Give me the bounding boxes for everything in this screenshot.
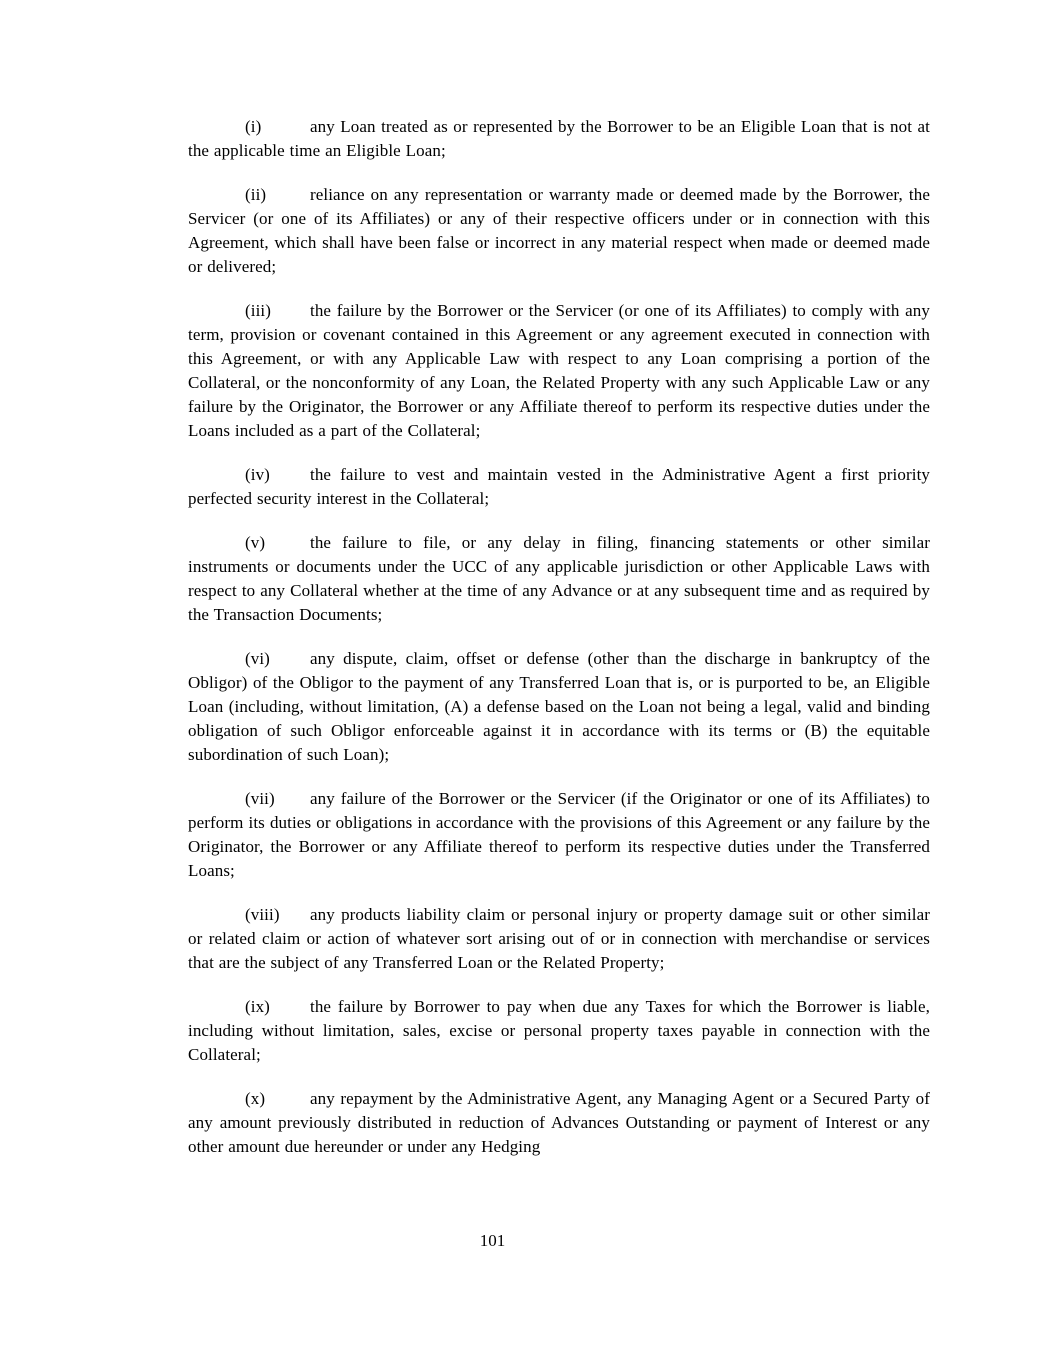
clause-text: the failure by the Borrower or the Servicer (or one of its Affiliates) to comply with any term, provision or covenant contained in this Agreement or any agreement executed in connection with this Agreement, or with any Applicable Law with respect to any Loan comprising a portion of the Collateral, or the nonconformity of any Loan, the Related Property with any such Applicable Law or any failure by the Originator, the Borrower or any Affiliate thereof to perform its respective duties under the Loans included as a part of the Collateral; (188, 301, 930, 440)
clause-text: any dispute, claim, offset or defense (other than the discharge in bankruptcy of the Obligor) of the Obligor to the payment of any Transferred Loan that is, or is purported to be, an Eligible Loan (including, without limitation, (A) a defense based on the Loan not being a legal, valid and binding obligation of such Obligor enforceable against it in accordance with its terms or (B) the equitable subordination of such Loan); (188, 649, 930, 764)
clause-paragraph (188, 531, 930, 627)
page-number: 101 (479, 1231, 506, 1250)
clause-number: (viii) (245, 905, 280, 924)
clause-number: (vi) (245, 649, 270, 668)
clause-text: the failure by Borrower to pay when due any Taxes for which the Borrower is liable, including without limitation, sales, excise or personal property taxes payable in connection with the Collateral; (188, 997, 930, 1064)
clause-number: (i) (245, 117, 262, 136)
document-body (188, 115, 930, 1179)
clause-text: any failure of the Borrower or the Servicer (if the Originator or one of its Affiliates) to perform its duties or obligations in accordance with the provisions of this Agreement or any failure by the Originator, the Borrower or any Affiliate thereof to perform its respective duties under the Transferred Loans; (188, 789, 930, 880)
clause-paragraph (188, 1087, 930, 1159)
clause-number: (iv) (245, 465, 270, 484)
clause-number: (iii) (245, 301, 271, 320)
clause-text: the failure to vest and maintain vested in the Administrative Agent a first priority perfected security interest in the Collateral; (188, 465, 930, 508)
clause-paragraph (188, 299, 930, 443)
clause-text: any repayment by the Administrative Agent, any Managing Agent or a Secured Party of any amount previously distributed in reduction of Advances Outstanding or payment of Interest or any other amount due hereunder or under any Hedging (188, 1089, 930, 1156)
clause-number: (ii) (245, 185, 267, 204)
clause-number: (ix) (245, 997, 270, 1016)
clause-paragraph (188, 647, 930, 767)
clause-paragraph (188, 995, 930, 1067)
clause-paragraph (188, 787, 930, 883)
clause-paragraph (188, 183, 930, 279)
clause-paragraph (188, 463, 930, 511)
clause-text: any Loan treated as or represented by the Borrower to be an Eligible Loan that is not at the applicable time an Eligible Loan; (188, 117, 930, 160)
clause-number: (x) (245, 1089, 266, 1108)
clause-text: reliance on any representation or warranty made or deemed made by the Borrower, the Servicer (or one of its Affiliates) or any of their respective officers under or in connection with this Agreement, which shall have been false or incorrect in any material respect when made or deemed made or delivered; (188, 185, 930, 276)
clause-text: any products liability claim or personal injury or property damage suit or other similar or related claim or action of whatever sort arising out of or in connection with merchandise or services that are the subject of any Transferred Loan or the Related Property; (188, 905, 930, 972)
clause-paragraph (188, 903, 930, 975)
clause-text: the failure to file, or any delay in filing, financing statements or other similar instruments or documents under the UCC of any applicable jurisdiction or other Applicable Laws with respect to any Collateral whether at the time of any Advance or at any subsequent time and as required by the Transaction Documents; (188, 533, 930, 624)
clause-number: (v) (245, 533, 266, 552)
clause-number: (vii) (245, 789, 275, 808)
clause-paragraph (188, 115, 930, 163)
